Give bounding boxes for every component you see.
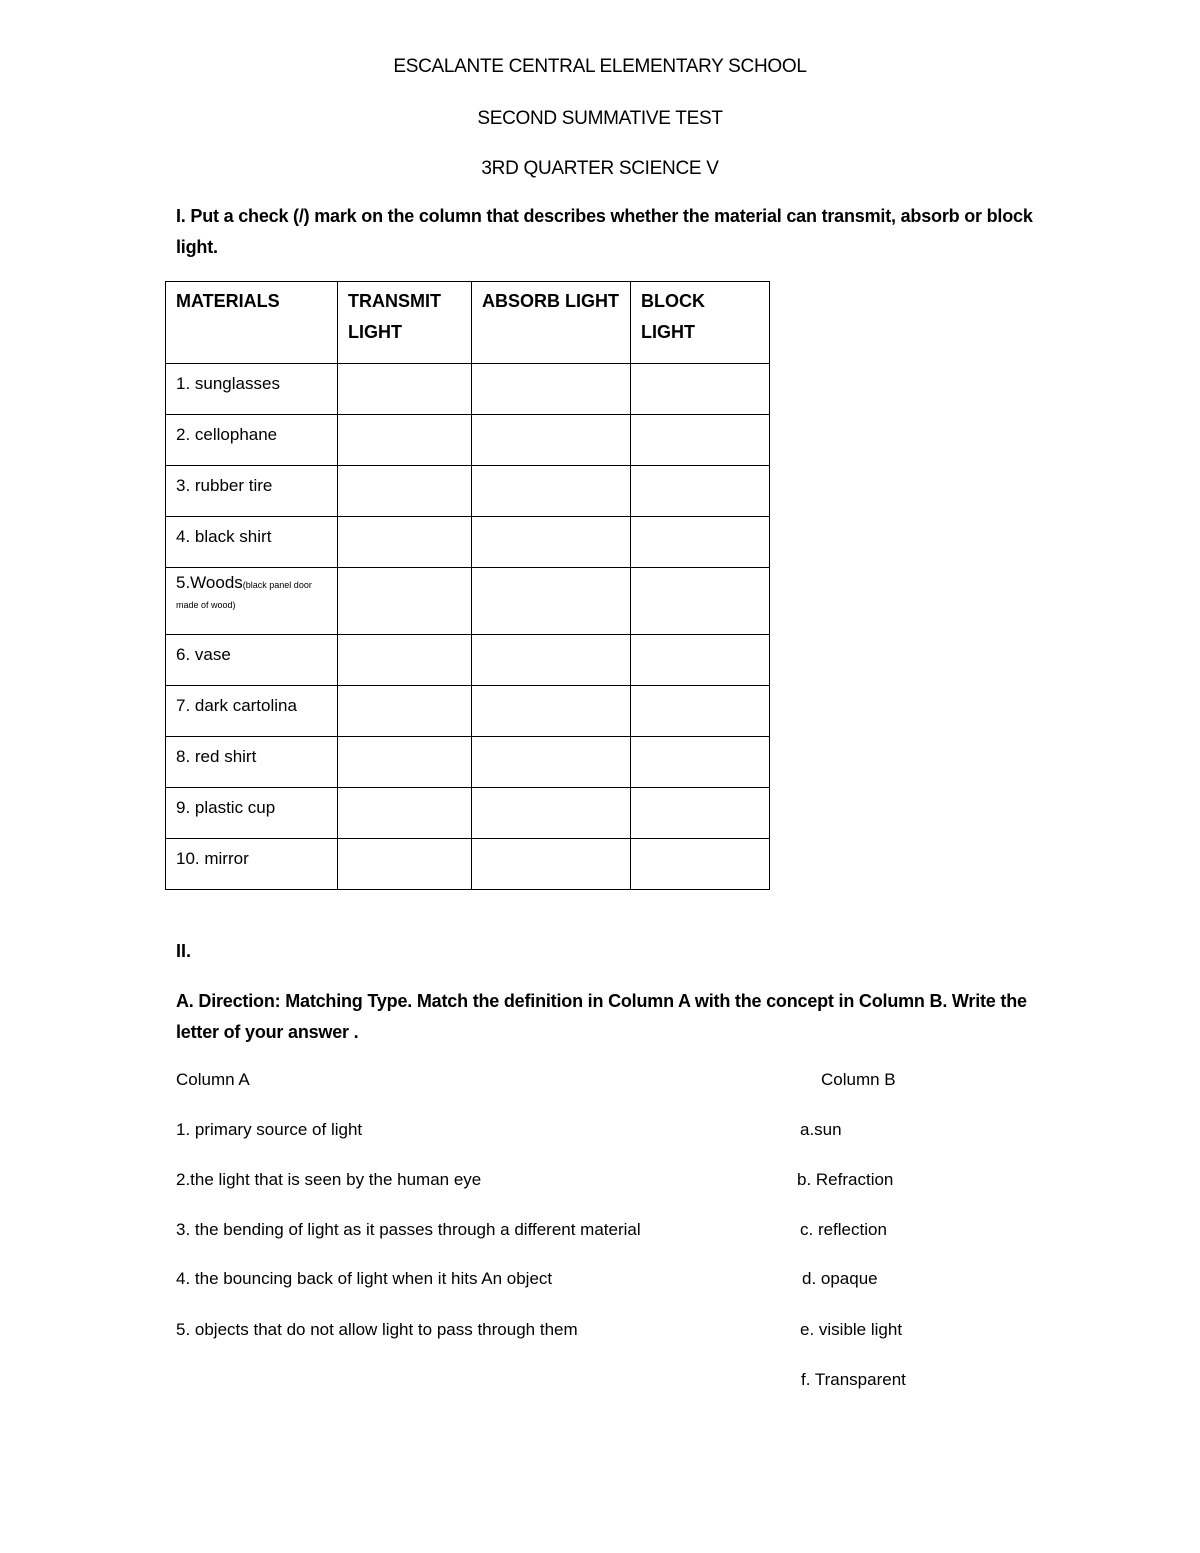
absorb-cell[interactable] <box>472 466 631 517</box>
matching-row <box>0 1170 1200 1194</box>
matching-row <box>0 1269 1200 1293</box>
column-a-item: 4. the bouncing back of light when it hits An object <box>176 1269 553 1288</box>
column-header-transmit: TRANSMIT LIGHT <box>338 282 472 364</box>
material-name: 5.Woods <box>176 573 243 592</box>
absorb-cell[interactable] <box>472 415 631 466</box>
absorb-cell[interactable] <box>472 737 631 788</box>
column-a-item: 5. objects that do not allow light to pass through them <box>176 1320 578 1339</box>
transmit-cell[interactable] <box>338 788 472 839</box>
transmit-cell[interactable] <box>338 517 472 568</box>
table-row <box>166 466 770 517</box>
column-b-item: d. opaque <box>802 1269 878 1288</box>
table-row <box>166 517 770 568</box>
column-b-item: f. Transparent <box>801 1370 906 1389</box>
block-cell[interactable] <box>631 788 770 839</box>
test-title: SECOND SUMMATIVE TEST <box>477 108 723 129</box>
column-b-item: a.sun <box>800 1120 842 1139</box>
column-headers-row <box>0 1070 1200 1094</box>
block-cell[interactable] <box>631 839 770 890</box>
material-cell: 6. vase <box>166 635 338 686</box>
part2-direction: A. Direction: Matching Type. Match the definition in Column A with the concept in Column B. Write the letter of your answer . <box>176 991 1027 1042</box>
matching-row <box>0 1370 1200 1394</box>
column-header-absorb: ABSORB LIGHT <box>472 282 631 364</box>
column-header-materials: MATERIALS <box>166 282 338 364</box>
material-cell: 2. cellophane <box>166 415 338 466</box>
table-row <box>166 839 770 890</box>
block-cell[interactable] <box>631 517 770 568</box>
material-cell: 4. black shirt <box>166 517 338 568</box>
transmit-cell[interactable] <box>338 635 472 686</box>
column-b-item: c. reflection <box>800 1220 887 1239</box>
materials-table <box>165 281 770 890</box>
material-cell: 9. plastic cup <box>166 788 338 839</box>
column-a-header: Column A <box>176 1070 250 1089</box>
transmit-cell[interactable] <box>338 415 472 466</box>
block-cell[interactable] <box>631 737 770 788</box>
table-row <box>166 788 770 839</box>
transmit-cell[interactable] <box>338 568 472 635</box>
material-cell: 3. rubber tire <box>166 466 338 517</box>
table-row <box>166 737 770 788</box>
block-cell[interactable] <box>631 415 770 466</box>
column-header-block: BLOCK LIGHT <box>631 282 770 364</box>
absorb-cell[interactable] <box>472 788 631 839</box>
table-header-row <box>166 282 770 364</box>
table-row <box>166 635 770 686</box>
transmit-cell[interactable] <box>338 839 472 890</box>
column-b-item: e. visible light <box>800 1320 903 1339</box>
school-name: ESCALANTE CENTRAL ELEMENTARY SCHOOL <box>393 56 807 77</box>
matching-row <box>0 1120 1200 1144</box>
table-row <box>166 364 770 415</box>
table-row <box>166 415 770 466</box>
column-b-header: Column B <box>821 1070 896 1089</box>
matching-row <box>0 1320 1200 1344</box>
column-a-item: 2.the light that is seen by the human eye <box>176 1170 482 1189</box>
table-row <box>166 568 770 635</box>
block-cell[interactable] <box>631 686 770 737</box>
column-a-item: 3. the bending of light as it passes through a different material <box>176 1220 641 1239</box>
subject-title: 3RD QUARTER SCIENCE V <box>481 158 719 179</box>
material-cell <box>166 568 338 635</box>
transmit-cell[interactable] <box>338 686 472 737</box>
table-row <box>166 686 770 737</box>
part2-label: II. <box>176 941 192 961</box>
block-cell[interactable] <box>631 568 770 635</box>
material-cell: 10. mirror <box>166 839 338 890</box>
absorb-cell[interactable] <box>472 517 631 568</box>
absorb-cell[interactable] <box>472 635 631 686</box>
absorb-cell[interactable] <box>472 686 631 737</box>
part1-instruction: I. Put a check (/) mark on the column that describes whether the material can transmit, absorb or block light. <box>176 206 1033 257</box>
absorb-cell[interactable] <box>472 839 631 890</box>
column-a-item: 1. primary source of light <box>176 1120 363 1139</box>
material-cell: 1. sunglasses <box>166 364 338 415</box>
transmit-cell[interactable] <box>338 364 472 415</box>
transmit-cell[interactable] <box>338 466 472 517</box>
material-cell: 8. red shirt <box>166 737 338 788</box>
absorb-cell[interactable] <box>472 568 631 635</box>
block-cell[interactable] <box>631 635 770 686</box>
absorb-cell[interactable] <box>472 364 631 415</box>
column-b-item: b. Refraction <box>797 1170 894 1189</box>
transmit-cell[interactable] <box>338 737 472 788</box>
matching-row <box>0 1220 1200 1244</box>
block-cell[interactable] <box>631 364 770 415</box>
block-cell[interactable] <box>631 466 770 517</box>
material-note: (black panel door made of wood) <box>176 580 312 610</box>
material-cell: 7. dark cartolina <box>166 686 338 737</box>
